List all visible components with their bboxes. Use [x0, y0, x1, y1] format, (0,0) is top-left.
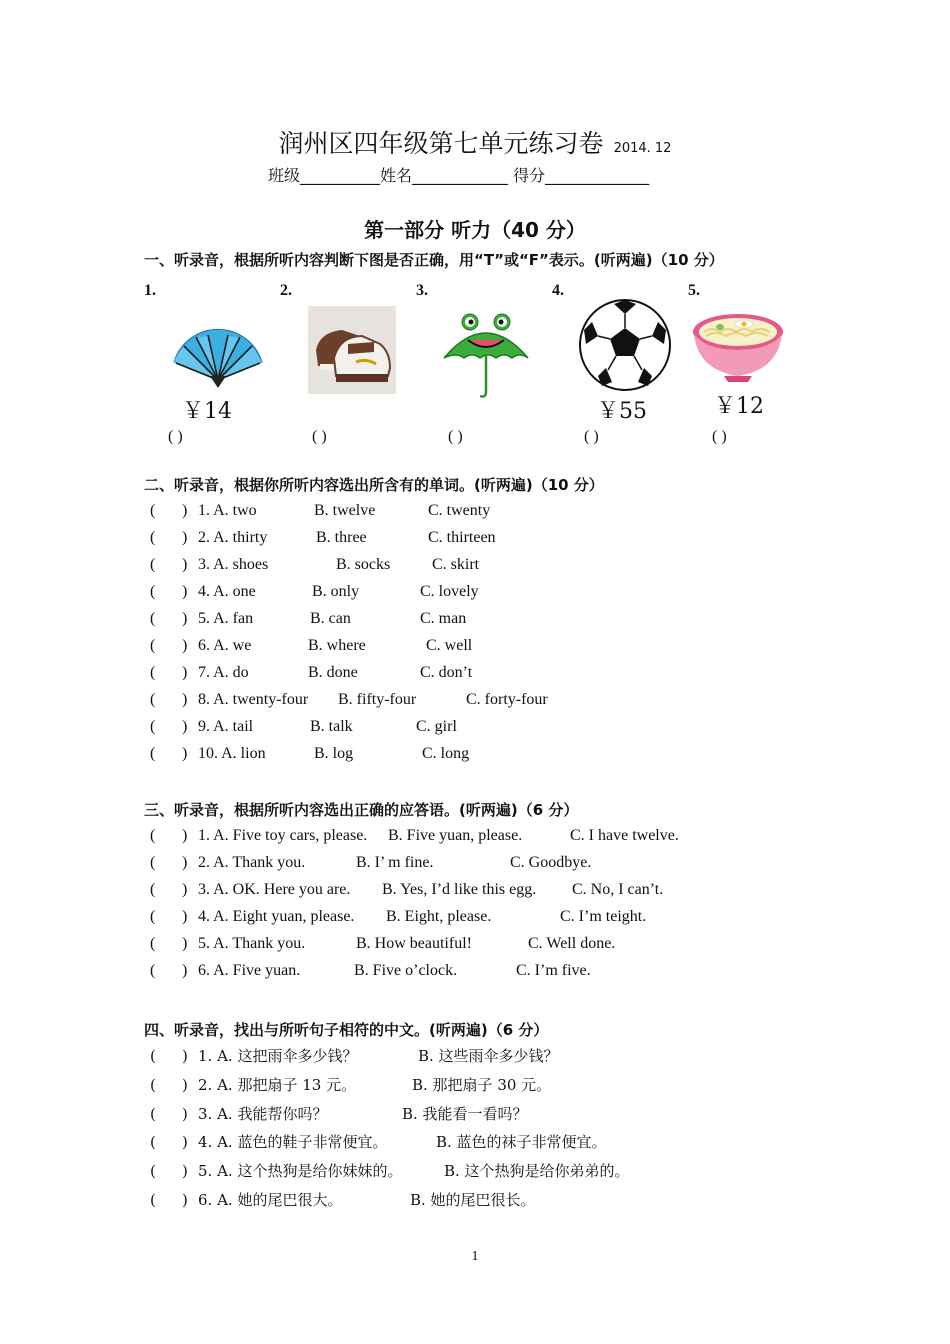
sneakers-icon	[308, 306, 396, 394]
item1-answer-blank: ( )	[168, 428, 183, 445]
item4-answer-blank: ( )	[584, 428, 599, 445]
item1-number: 1.	[144, 282, 156, 299]
part1-heading: 第一部分 听力（40 分）	[364, 218, 586, 242]
item2-answer-blank: ( )	[312, 428, 327, 445]
item3-answer-blank: ( )	[448, 428, 463, 445]
item1-price: ￥14	[182, 399, 232, 424]
page-title	[0, 124, 950, 160]
item4-number: 4.	[552, 282, 564, 299]
section2-heading: 二、听录音，根据你所听内容选出所含有的单词。(听两遍)（10 分）	[144, 476, 604, 494]
frog-umbrella-icon	[440, 308, 532, 400]
item2-number: 2.	[280, 282, 292, 299]
item4-price: ￥55	[597, 399, 647, 424]
item5-number: 5.	[688, 282, 700, 299]
folding-fan-icon	[170, 318, 266, 388]
section4-heading: 四、听录音，找出与所听句子相符的中文。(听两遍)（6 分）	[144, 1021, 549, 1039]
soccer-ball-icon	[578, 298, 672, 392]
item5-price: ￥12	[714, 394, 764, 419]
item5-answer-blank: ( )	[712, 428, 727, 445]
student-info-line: 班级__________姓名____________ 得分_____________	[268, 166, 650, 185]
section3-heading: 三、听录音，根据所听内容选出正确的应答语。(听两遍)（6 分）	[144, 801, 579, 819]
title-text: 润州区四年级第七单元练习卷	[278, 129, 604, 158]
page-number: 1	[471, 1249, 479, 1264]
noodle-bowl-icon	[690, 310, 786, 386]
title-date: 2014. 12	[613, 141, 672, 156]
section1-heading: 一、听录音，根据所听内容判断下图是否正确，用“T”或“F”表示。(听两遍)（10 分）	[144, 251, 724, 269]
item3-number: 3.	[416, 282, 428, 299]
